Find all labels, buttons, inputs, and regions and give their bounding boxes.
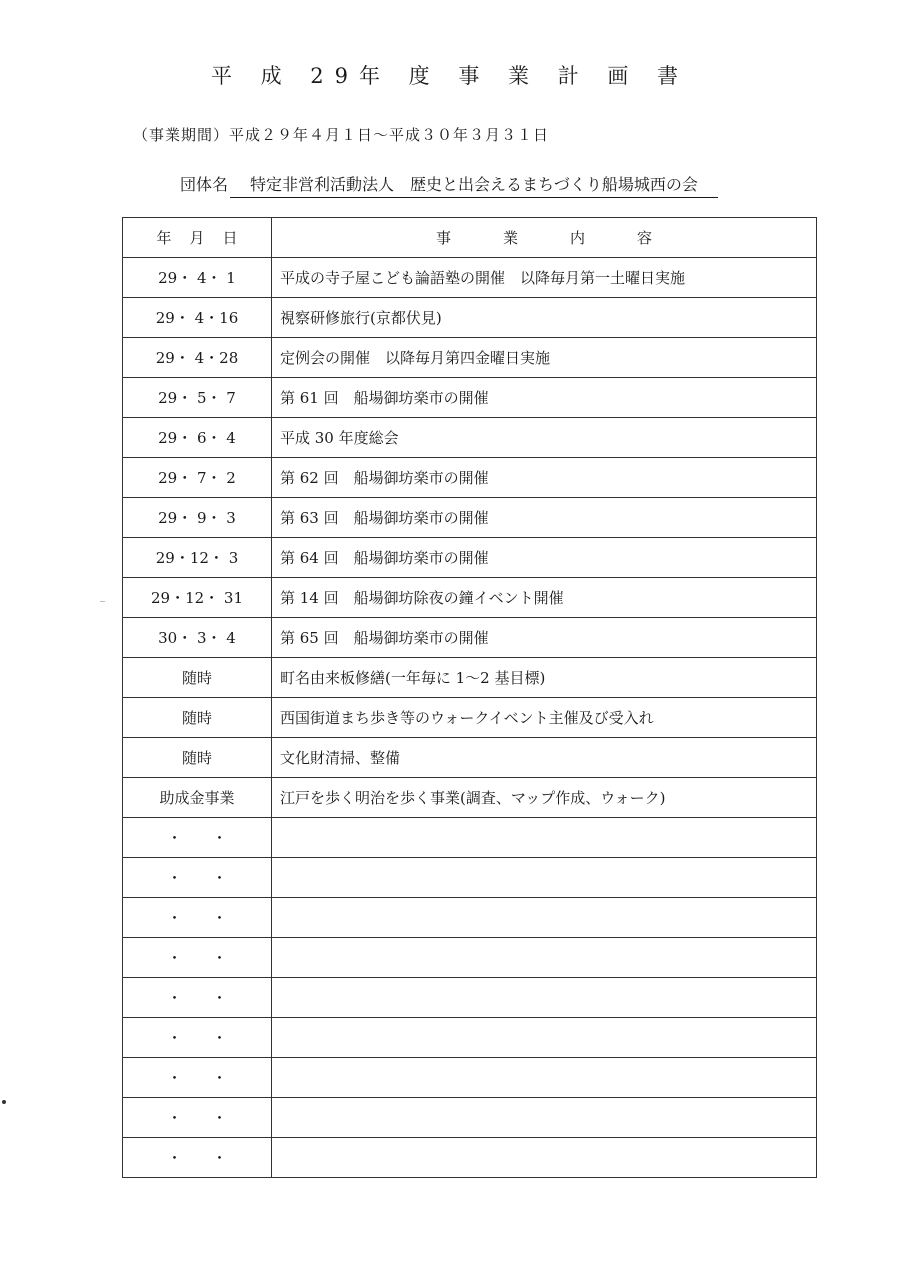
table-row	[123, 738, 817, 778]
row-content: 第 64 回 船場御坊楽市の開催	[272, 538, 817, 578]
row-date: 29・12・ 3	[123, 538, 272, 578]
row-date: 随時	[123, 698, 272, 738]
row-content: 文化財清掃、整備	[272, 738, 817, 778]
row-date: ・ ・	[123, 898, 272, 938]
row-date: 30・ 3・ 4	[123, 618, 272, 658]
header-content: 事業内容	[272, 218, 817, 258]
row-date: 随時	[123, 738, 272, 778]
header-date: 年月日	[123, 218, 272, 258]
row-content: 定例会の開催 以降毎月第四金曜日実施	[272, 338, 817, 378]
row-content	[272, 858, 817, 898]
row-content	[272, 818, 817, 858]
organization-name: 特定非営利活動法人 歴史と出会えるまちづくり船場城西の会	[230, 172, 718, 198]
table-row	[123, 698, 817, 738]
row-date: 29・ 4・16	[123, 298, 272, 338]
row-content	[272, 978, 817, 1018]
organization-label: 団体名	[180, 175, 229, 194]
row-date: 29・12・ 31	[123, 578, 272, 618]
row-date: 29・ 5・ 7	[123, 378, 272, 418]
row-date: ・ ・	[123, 858, 272, 898]
row-date: ・ ・	[123, 1138, 272, 1178]
table-row	[123, 578, 817, 618]
table-row	[123, 818, 817, 858]
row-date: 29・ 6・ 4	[123, 418, 272, 458]
row-content: 第 63 回 船場御坊楽市の開催	[272, 498, 817, 538]
row-date: ・ ・	[123, 938, 272, 978]
scan-mark	[100, 601, 105, 602]
row-date: ・ ・	[123, 1018, 272, 1058]
row-date: ・ ・	[123, 978, 272, 1018]
table-row	[123, 258, 817, 298]
project-period: （事業期間）平成２９年４月１日～平成３０年３月３１日	[133, 126, 550, 144]
table-row	[123, 978, 817, 1018]
document-title: 平 成 29年 度 事 業 計 画 書	[210, 64, 690, 88]
table-row	[123, 858, 817, 898]
row-content: 平成 30 年度総会	[272, 418, 817, 458]
row-date: 29・ 7・ 2	[123, 458, 272, 498]
table-row	[123, 1018, 817, 1058]
row-content	[272, 898, 817, 938]
row-date: 29・ 4・ 1	[123, 258, 272, 298]
scan-speck	[2, 1100, 6, 1104]
table-row	[123, 338, 817, 378]
table-row	[123, 458, 817, 498]
row-content: 江戸を歩く明治を歩く事業(調査、マップ作成、ウォーク)	[272, 778, 817, 818]
row-content: 平成の寺子屋こども論語塾の開催 以降毎月第一土曜日実施	[272, 258, 817, 298]
row-content	[272, 938, 817, 978]
organization-line	[180, 172, 718, 198]
table-row	[123, 1138, 817, 1178]
row-date: ・ ・	[123, 818, 272, 858]
table-row	[123, 938, 817, 978]
table-row	[123, 618, 817, 658]
table-row	[123, 538, 817, 578]
row-content: 視察研修旅行(京都伏見)	[272, 298, 817, 338]
table-row	[123, 378, 817, 418]
row-date: 29・ 4・28	[123, 338, 272, 378]
row-date: 随時	[123, 658, 272, 698]
row-content: 第 62 回 船場御坊楽市の開催	[272, 458, 817, 498]
table-row	[123, 1098, 817, 1138]
table-row	[123, 418, 817, 458]
row-date: 助成金事業	[123, 778, 272, 818]
row-content	[272, 1058, 817, 1098]
table-row	[123, 1058, 817, 1098]
table-row	[123, 298, 817, 338]
table-row	[123, 898, 817, 938]
table-row	[123, 658, 817, 698]
table-header-row	[123, 218, 817, 258]
table-body	[123, 258, 817, 1178]
row-content: 町名由来板修繕(一年毎に 1～2 基目標)	[272, 658, 817, 698]
table-row	[123, 778, 817, 818]
row-content	[272, 1018, 817, 1058]
table-row	[123, 498, 817, 538]
row-date: ・ ・	[123, 1058, 272, 1098]
row-content	[272, 1098, 817, 1138]
row-date: ・ ・	[123, 1098, 272, 1138]
row-content: 第 14 回 船場御坊除夜の鐘イベント開催	[272, 578, 817, 618]
row-content: 第 61 回 船場御坊楽市の開催	[272, 378, 817, 418]
plan-table	[122, 217, 817, 1178]
row-content: 第 65 回 船場御坊楽市の開催	[272, 618, 817, 658]
row-content	[272, 1138, 817, 1178]
row-date: 29・ 9・ 3	[123, 498, 272, 538]
row-content: 西国街道まち歩き等のウォークイベント主催及び受入れ	[272, 698, 817, 738]
